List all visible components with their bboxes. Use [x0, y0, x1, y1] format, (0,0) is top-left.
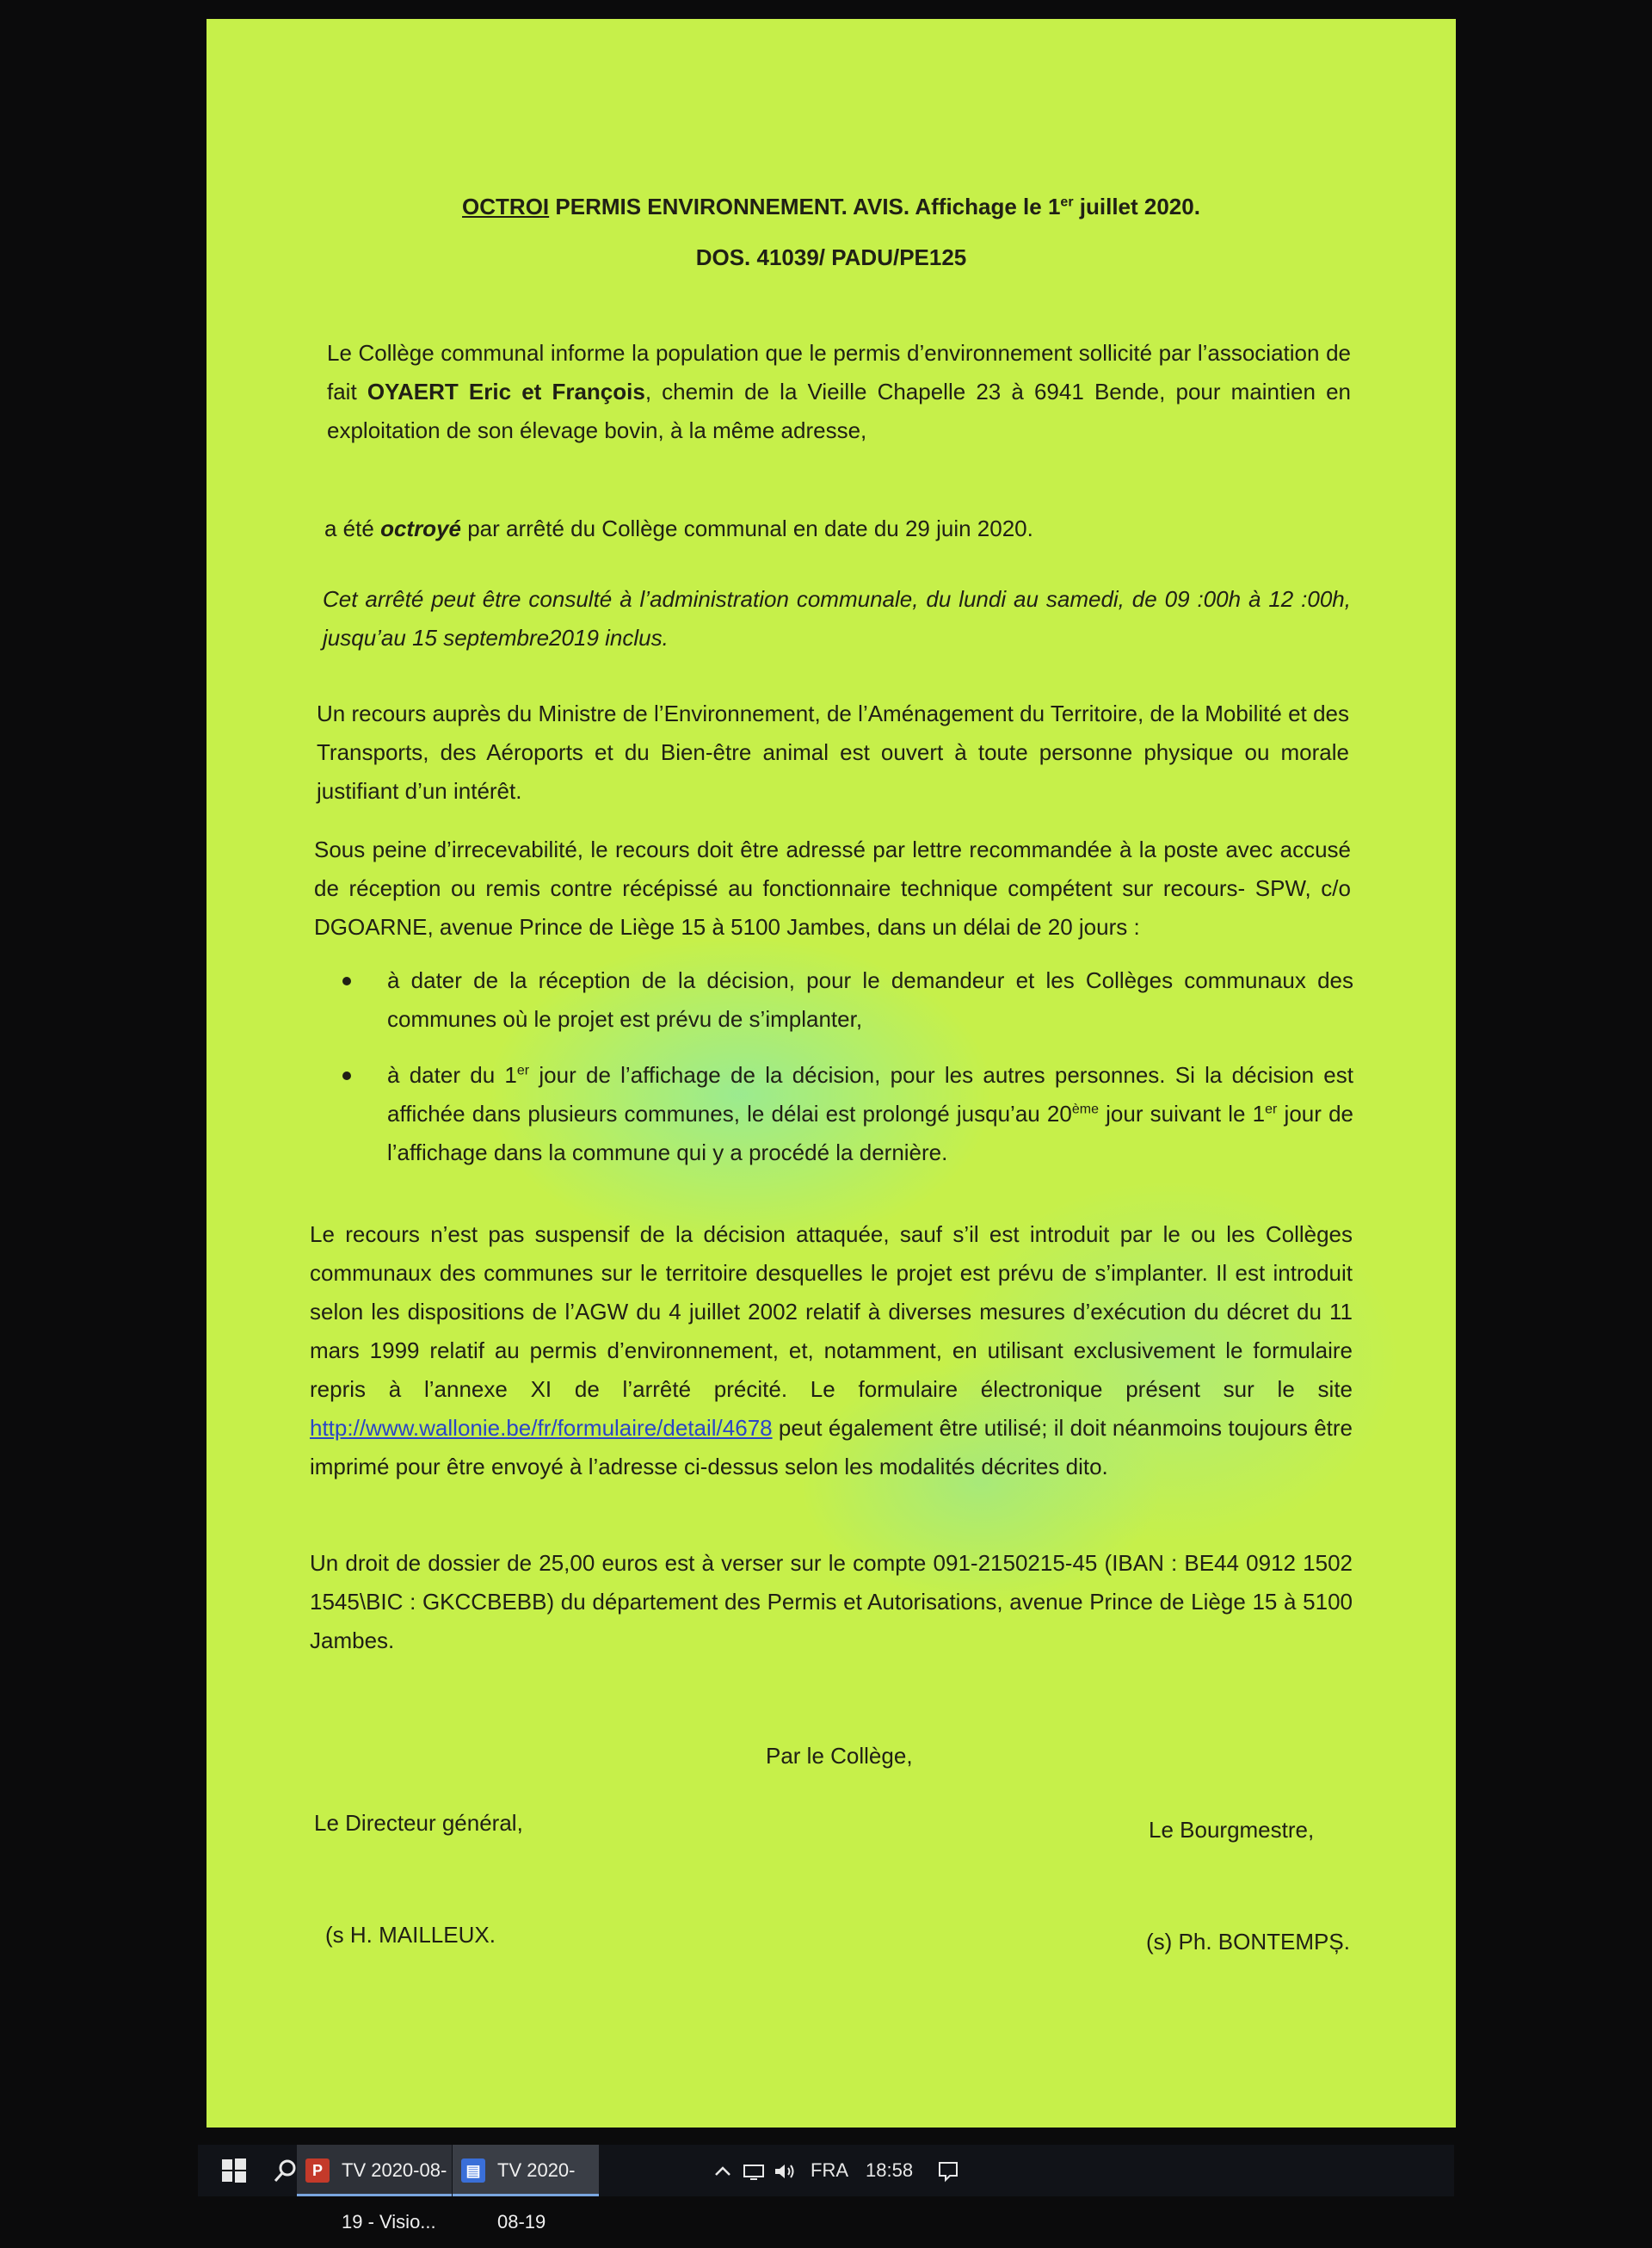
consultation-paragraph: Cet arrêté peut être consulté à l’administration communale, du lundi au samedi, de 09 :00h à 12 :00h, jusqu’au 15 septembre2019 inclus. — [323, 586, 1351, 651]
windows-start-icon[interactable] — [220, 2157, 248, 2184]
bullet-icon — [342, 1072, 351, 1080]
monitor-screen — [206, 19, 1456, 2128]
paragraph-text-end: peut également être utilisé; il doit néanmoins toujours être imprimé pour être envoyé à l’adresse ci-dessus selon les modalités décrites dito. — [310, 1415, 1353, 1479]
decision-paragraph — [324, 510, 1348, 548]
task-label: TV 2020-08-19 - Visio... — [342, 2159, 447, 2233]
language-indicator[interactable]: FRA — [811, 2159, 848, 2181]
intro-text-end: , chemin de la Vieille Chapelle 23 à 6941 Bende, pour maintien en exploitation de son élevage bovin, à la même adresse, — [327, 379, 1351, 443]
decision-text-end: par arrêté du Collège communal en date du 29 juin 2020. — [460, 516, 1033, 541]
bullet-icon — [342, 977, 351, 985]
bourgmestre-label: Le Bourgmestre, — [1149, 1817, 1315, 1843]
volume-icon[interactable] — [773, 2145, 797, 2196]
appeal-paragraph: Un recours auprès du Ministre de l’Environnement, de l’Aménagement du Territoire, de la Mobilité et des Transports, des Aéroports et du Bien-être animal est ouvert à toute personne physique ou morale justifiant d’un intérêt. — [317, 701, 1349, 804]
task-label: TV 2020-08-19 — [497, 2159, 576, 2233]
intro-text: Le Collège communal informe la population que le permis d’environnement sollicité par l’association de fait — [327, 340, 1351, 405]
applicant-name: OYAERT Eric et François — [367, 379, 645, 405]
superscript: er — [1265, 1102, 1278, 1117]
powerpoint-icon: P — [305, 2158, 330, 2183]
bullet-text: jour de l’affichage dans la commune qui y a procédé la dernière. — [387, 1101, 1353, 1165]
directeur-label: Le Directeur général, — [314, 1810, 523, 1836]
superscript: er — [516, 1063, 530, 1078]
fee-paragraph: Un droit de dossier de 25,00 euros est à verser sur le compte 091-2150215-45 (IBAN : BE44 0912 1502 1545\BIC : GKCCBEBB) du département des Permis et Autorisations, avenue Prince de Liège 15 à 5100 Jambes. — [310, 1550, 1353, 1653]
decision-text: a été — [324, 516, 381, 541]
deadline-list — [317, 961, 1353, 1189]
taskbar — [198, 2145, 1454, 2233]
title-octroi: OCTROI — [462, 194, 550, 219]
document-title — [206, 194, 1456, 220]
dossier-number: DOS. 41039/ PADU/PE125 — [695, 244, 967, 270]
decision-octroye: octroyé — [380, 516, 461, 541]
bullet-text: jour suivant le 1 — [1098, 1101, 1266, 1127]
taskbar-app-presentation[interactable] — [297, 2145, 452, 2233]
search-icon[interactable] — [272, 2157, 299, 2184]
list-item — [317, 961, 1353, 1039]
taskbar-app-document[interactable] — [453, 2145, 599, 2233]
title-superscript: er — [1060, 195, 1074, 210]
appeal-procedure-paragraph: Sous peine d’irrecevabilité, le recours doit être adressé par lettre recommandée à la poste avec accusé de réception ou remis contre récépissé au fonctionnaire technique compétent sur recours- SPW, c/o DGOARNE, avenue Prince de Liège 15 à 5100 Jambes, dans un délai de 20 jours : — [314, 837, 1351, 940]
par-le-college: Par le Collège, — [766, 1743, 913, 1769]
title-date: juillet 2020. — [1073, 194, 1200, 219]
document-page — [206, 19, 1456, 2128]
signature-bontemps: (s) Ph. BONTEMPȘ. — [1146, 1929, 1350, 1955]
list-item — [317, 1056, 1353, 1172]
network-icon[interactable] — [742, 2145, 766, 2196]
title-text: PERMIS ENVIRONNEMENT. AVIS. Affichage le 1 — [549, 194, 1061, 219]
bullet-text: jour de l’affichage de la décision, pour les autres personnes. Si la décision est affichée dans plusieurs communes, le délai est prolongé jusqu’au 20 — [387, 1062, 1353, 1127]
bullet-text: à dater de la réception de la décision, pour le demandeur et les Collèges communaux des communes où le projet est prévu de s’implanter, — [387, 967, 1353, 1032]
notification-icon[interactable] — [936, 2145, 960, 2196]
signature-mailleux: (s H. MAILLEUX. — [325, 1922, 496, 1948]
paragraph-text: Le recours n’est pas suspensif de la décision attaquée, sauf s’il est introduit par le ou les Collèges communaux des communes sur le territoire desquelles le projet est prévu de s’implanter. Il est introduit selon les dispositions de l’AGW du 4 juillet 2002 relatif à diverses mesures d’exécution du décret du 11 mars 1999 relatif au permis d’environnement, et, notamment, en utilisant exclusivement le formulaire repris à l’annexe XI de l’arrêté précité. Le formulaire électronique présent sur le site — [310, 1221, 1353, 1402]
document-app-icon: ▤ — [461, 2158, 485, 2183]
intro-paragraph — [327, 334, 1351, 450]
form-link[interactable]: http://www.wallonie.be/fr/formulaire/detail/4678 — [310, 1415, 773, 1441]
clock[interactable]: 18:58 — [866, 2159, 914, 2181]
superscript: ème — [1071, 1102, 1099, 1117]
show-hidden-icons[interactable] — [712, 2145, 733, 2196]
non-suspensive-paragraph — [310, 1215, 1353, 1486]
bullet-text: à dater du 1 — [387, 1062, 517, 1088]
